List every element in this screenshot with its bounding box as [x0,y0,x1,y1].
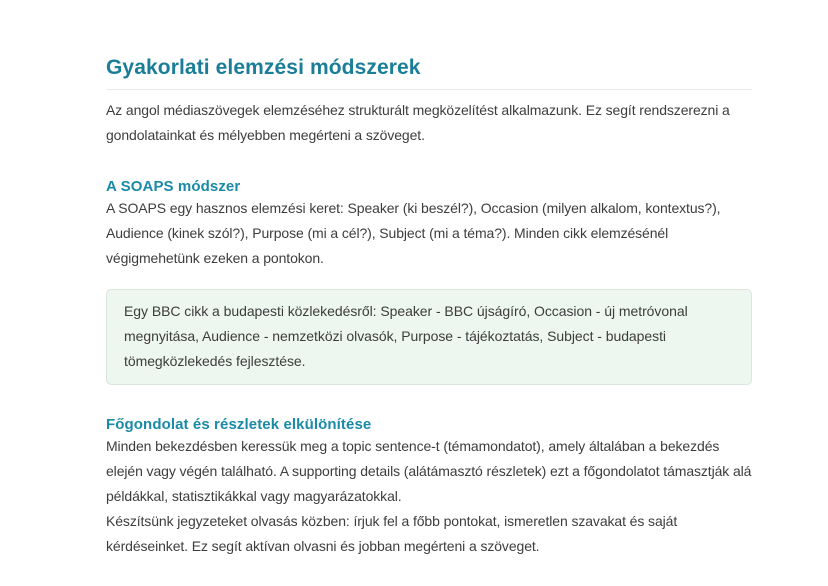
intro-paragraph: Az angol médiaszövegek elemzéséhez strukturált megközelítést alkalmazunk. Ez segít rendszerezni a gondolatainkat és mélyebben megérteni a szöveget. [106,102,730,143]
soaps-paragraph: A SOAPS egy hasznos elemzési keret: Speaker (ki beszél?), Occasion (milyen alkalom, kontextus?), Audience (kinek szól?), Purpose (mi a cél?), Subject (mi a téma?). Minden cikk elemzésénél végigmehetünk ezeken a pontokon. [106,200,721,266]
page-title: Gyakorlati elemzési módszerek [106,56,421,79]
example-callout-text: Egy BBC cikk a budapesti közlekedésről: Speaker - BBC újságíró, Occasion - új metróvonal megnyitása, Audience - nemzetközi olvasók, Purpose - tájékoztatás, Subject - budapesti tömegközlekedés fejlesztése. [124,303,688,369]
section-heading-soaps: A SOAPS módszer [106,178,241,195]
article [106,55,752,559]
title-divider [106,89,752,90]
section-heading-main-idea: Főgondolat és részletek elkülönítése [106,416,372,433]
example-callout [106,289,752,385]
main-idea-paragraph: Minden bekezdésben keressük meg a topic sentence-t (témamondatot), amely általában a bekezdés elején vagy végén található. A supporting details (alátámasztó részletek) ezt a főgondolatot támasztják alá példákkal, statisztikákkal vagy magyarázatokkal. [106,438,752,504]
notes-paragraph: Készítsünk jegyzeteket olvasás közben: írjuk fel a főbb pontokat, ismeretlen szavakat és saját kérdéseinket. Ez segít aktívan olvasni és jobban megérteni a szöveget. [106,513,678,554]
